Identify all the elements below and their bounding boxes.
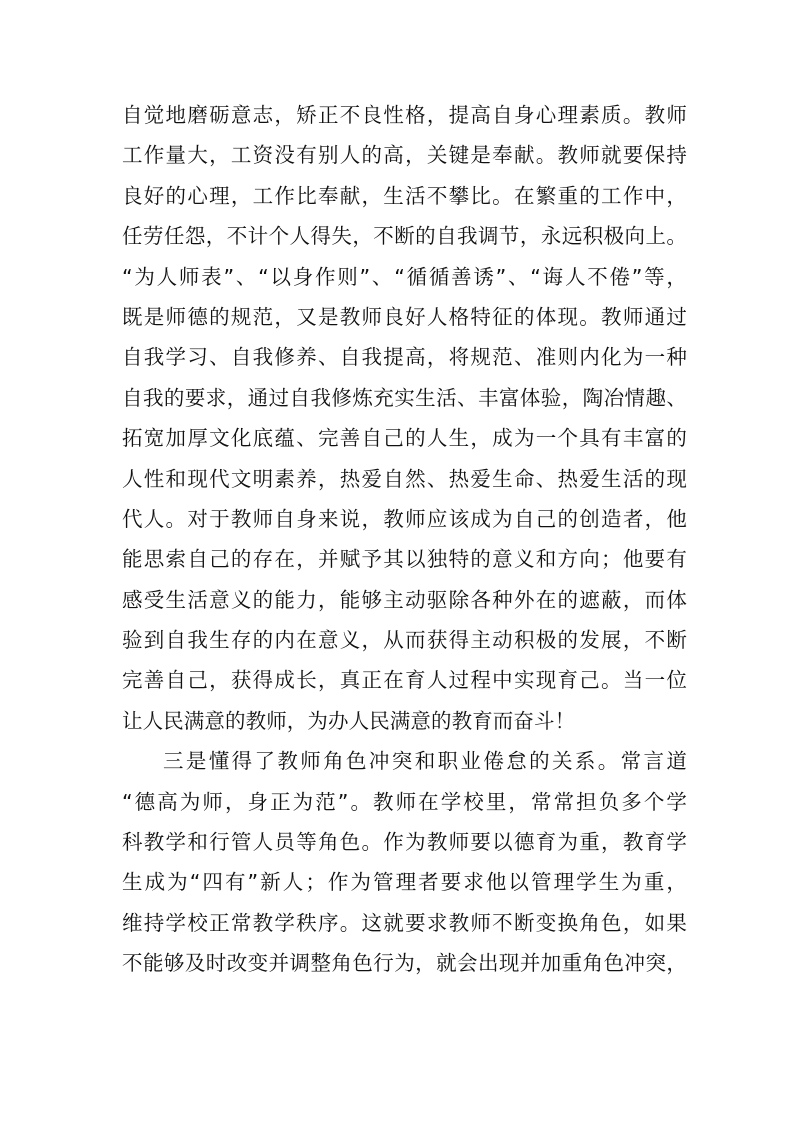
text-line: “德高为师，身正为范”。教师在学校里，常常担负多个学 — [122, 789, 687, 814]
text-line: 自我学习、自我修养、自我提高，将规范、准则内化为一种 — [122, 345, 687, 370]
text-line: 能思索自己的存在，并赋予其以独特的意义和方向；他要有 — [122, 547, 687, 572]
text-line: 验到自我生存的内在意义，从而获得主动积极的发展，不断 — [122, 628, 687, 653]
text-line: 让人民满意的教师，为办人民满意的教育而奋斗！ — [122, 708, 576, 733]
text-line: 良好的心理，工作比奉献，生活不攀比。在繁重的工作中， — [122, 183, 687, 208]
text-line: 既是师德的规范，又是教师良好人格特征的体现。教师通过 — [122, 304, 687, 329]
text-line: 生成为“四有”新人；作为管理者要求他以管理学生为重， — [122, 870, 687, 895]
text-line: 完善自己，获得成长，真正在育人过程中实现育己。当一位 — [122, 668, 687, 693]
text-line: 维持学校正常教学秩序。这就要求教师不断变换角色，如果 — [122, 910, 687, 935]
text-line: 自觉地磨砺意志，矫正不良性格，提高自身心理素质。教师 — [122, 103, 687, 127]
paragraph-2 — [122, 741, 687, 983]
text-line: 三是懂得了教师角色冲突和职业倦怠的关系。常言道 — [163, 749, 687, 774]
text-line: “为人师表”、“以身作则”、“循循善诱”、“诲人不倦”等， — [122, 264, 687, 289]
text-line: 任劳任怨，不计个人得失，不断的自我调节，永远积极向上。 — [122, 224, 687, 249]
text-line: 自我的要求，通过自我修炼充实生活、丰富体验，陶冶情趣、 — [122, 385, 687, 410]
text-line: 工作量大，工资没有别人的高，关键是奉献。教师就要保持 — [122, 143, 687, 168]
text-line: 感受生活意义的能力，能够主动驱除各种外在的遮蔽，而体 — [122, 587, 687, 612]
paragraph-1 — [122, 95, 687, 741]
document-body — [122, 95, 687, 984]
text-line: 不能够及时改变并调整角色行为，就会出现并加重角色冲突， — [122, 951, 687, 976]
text-line: 人性和现代文明素养，热爱自然、热爱生命、热爱生活的现 — [122, 466, 687, 491]
text-line: 代人。对于教师自身来说，教师应该成为自己的创造者，他 — [122, 506, 687, 531]
text-line: 拓宽加厚文化底蕴、完善自己的人生，成为一个具有丰富的 — [122, 426, 687, 451]
text-line: 科教学和行管人员等角色。作为教师要以德育为重，教育学 — [122, 830, 687, 855]
